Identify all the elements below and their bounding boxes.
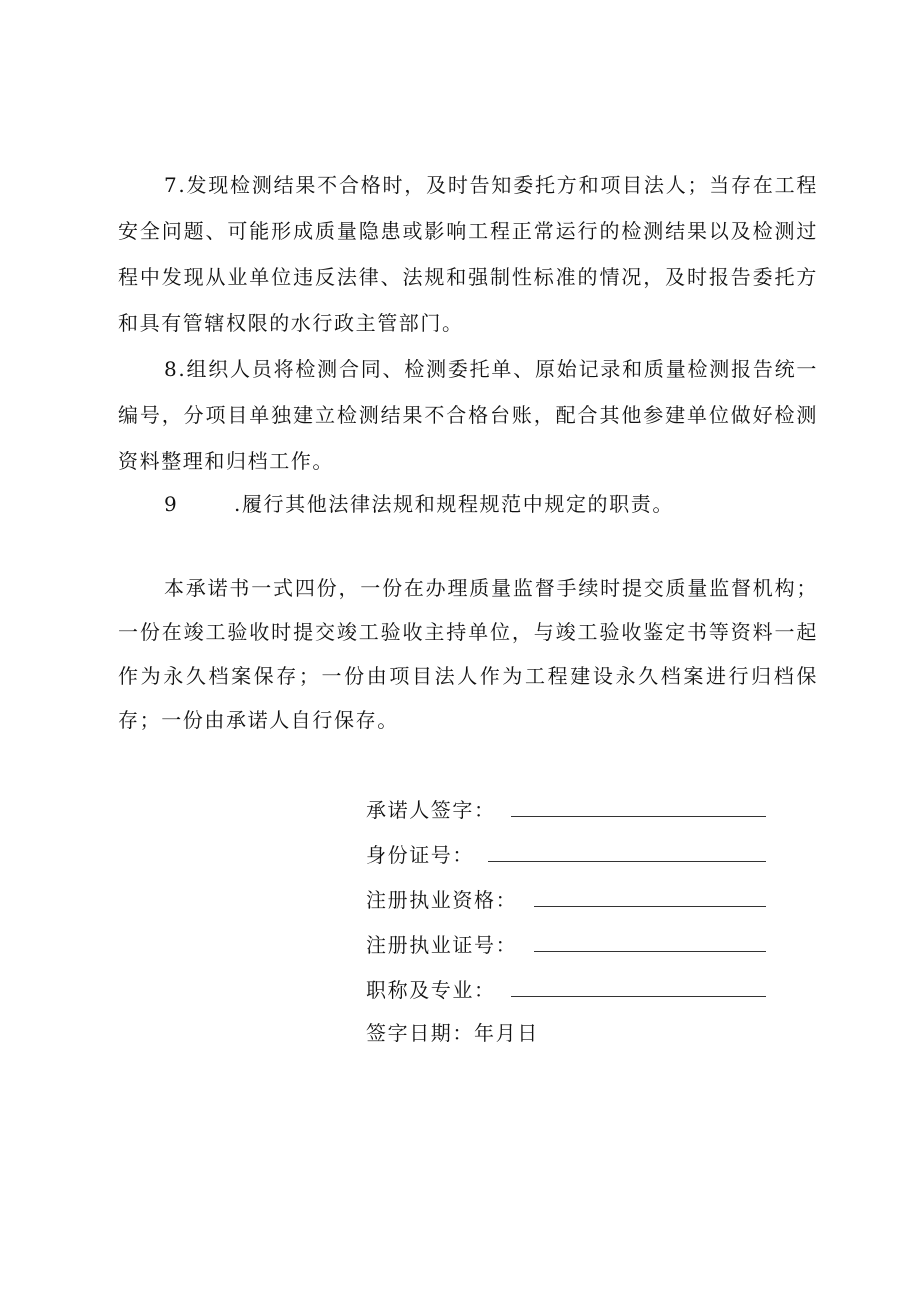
item-8 — [118, 346, 818, 484]
item-text: .发现检测结果不合格时，及时告知委托方和项目法人；当存在工程安全问题、可能形成质量隐患或影响工程正常运行的检测结果以及检测过程中发现从业单位违反法律、法规和强制性标准的情况，及时报告委托方和具有管辖权限的水行政主管部门。 — [118, 173, 818, 335]
title-specialty-label: 职称及专业： — [366, 978, 496, 1002]
sign-date-label: 签字日期：年月日 — [366, 1021, 539, 1045]
sign-date-row — [366, 1018, 786, 1048]
item-text: .履行其他法律法规和规程规范中规定的职责。 — [234, 492, 674, 516]
item-number: 7 — [164, 173, 179, 197]
cert-number-label: 注册执业证号： — [366, 933, 518, 957]
cert-number-line[interactable] — [534, 951, 766, 952]
closing-paragraph: 本承诺书一式四份，一份在办理质量监督手续时提交质量监督机构；一份在竣工验收时提交竣工验收主持单位，与竣工验收鉴定书等资料一起作为永久档案保存；一份由项目法人作为工程建设永久档案进行归档保存；一份由承诺人自行保存。 — [118, 576, 818, 732]
signer-label: 承诺人签字： — [366, 798, 496, 822]
title-specialty-row — [366, 975, 786, 1005]
item-7 — [118, 162, 818, 346]
signer-signature-row — [366, 795, 786, 825]
item-number: 9 — [164, 492, 179, 516]
id-number-row — [366, 840, 786, 870]
signer-signature-line[interactable] — [511, 816, 766, 817]
item-text: .组织人员将检测合同、检测委托单、原始记录和质量检测报告统一编号，分项目单独建立检测结果不合格台账，配合其他参建单位做好检测资料整理和归档工作。 — [118, 357, 818, 473]
id-number-label: 身份证号： — [366, 843, 474, 867]
qualification-line[interactable] — [534, 906, 766, 907]
cert-number-row — [366, 930, 786, 960]
item-9 — [118, 481, 818, 527]
qualification-label: 注册执业资格： — [366, 888, 518, 912]
id-number-line[interactable] — [488, 861, 766, 862]
title-specialty-line[interactable] — [511, 996, 766, 997]
qualification-row — [366, 885, 786, 915]
item-number: 8 — [164, 357, 179, 381]
